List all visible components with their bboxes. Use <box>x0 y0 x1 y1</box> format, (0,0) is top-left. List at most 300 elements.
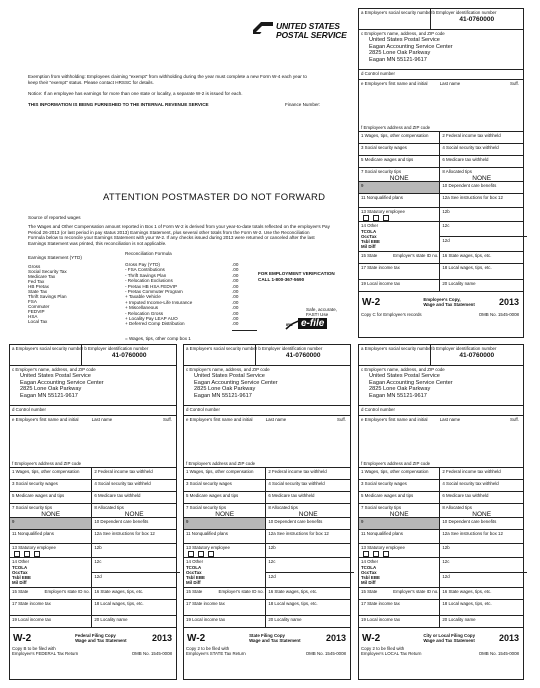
box-box6 <box>265 492 350 503</box>
suff-label: Suff. <box>337 417 346 422</box>
earnings-item: Commuter <box>28 304 50 309</box>
last-name-label: Last name <box>91 417 113 422</box>
box12d-label: 12d <box>440 236 527 244</box>
box-box18 <box>439 600 523 615</box>
box-box20 <box>91 616 176 627</box>
box-box12b <box>265 544 350 557</box>
box-box1 <box>184 468 265 479</box>
source-para-1: The Wages and Other Compensation amount reported in Box 1 of Form W-2 is derived from your year-to-date totals reflected on the employee's Pay <box>28 224 330 229</box>
usps-logo <box>252 20 352 42</box>
formula-item: - Thrift Savings Plan <box>125 272 167 278</box>
box-box13 <box>10 544 91 557</box>
box1-label: 1 Wages, tips, other compensation <box>186 469 254 474</box>
box14-label: 14 Other <box>186 559 204 564</box>
box3-label: 3 Social security wages <box>361 145 407 150</box>
box7-value: NONE <box>389 175 409 182</box>
amount-item: .00 <box>232 262 239 267</box>
form-row <box>10 587 176 599</box>
verification-line-1: FOR EMPLOYMENT VERIFICATION <box>258 271 335 276</box>
copy-footer-2: Employee's STATE Tax Return <box>186 651 246 656</box>
first-name-label: e Employee's first name and initial <box>186 417 253 422</box>
box-box12 <box>439 194 523 207</box>
box10-label: 10 Dependent care benefits <box>442 519 497 524</box>
box1-label: 1 Wages, tips, other compensation <box>361 133 429 138</box>
box-box5 <box>359 156 439 167</box>
box-box7 <box>10 504 91 517</box>
finance-number-label: Finance Number: <box>285 102 321 107</box>
first-name-label: e Employee's first name and initial <box>12 417 79 422</box>
box20-label: 20 Locality name <box>94 617 128 622</box>
box-box3 <box>359 144 439 155</box>
employer-line-4: Eagan MN 55121-9617 <box>369 392 427 399</box>
box11-label: 11 Nonqualified plans <box>12 531 54 536</box>
earnings-item: FSA <box>28 299 37 304</box>
form-row <box>184 627 350 681</box>
box-box3 <box>359 480 439 491</box>
employee-address-label: f Employee's address and ZIP code <box>361 125 431 130</box>
box-box8 <box>265 504 350 517</box>
suff-label: Suff. <box>163 417 172 422</box>
box-box13 <box>359 208 439 221</box>
box-box7 <box>184 504 265 517</box>
source-para-2: Period 26-2013 (or last period in pay status 2013) Earnings Statement, plus several other totals from the Form W-2. Use the Reconciliation <box>28 229 310 235</box>
box-box8 <box>91 504 176 517</box>
w2-title: W-2 <box>362 633 381 644</box>
employee-address-label: f Employee's address and ZIP code <box>361 461 431 466</box>
form-row <box>359 263 523 279</box>
form-row <box>10 557 176 587</box>
employee-address-label: f Employee's address and ZIP code <box>12 461 82 466</box>
form-row <box>184 479 350 491</box>
box12c-label: 12c <box>442 559 450 564</box>
box14-item: OccTax <box>186 570 202 575</box>
box14-item: TCOLA <box>186 565 202 570</box>
copy-subtitle: Wage and Tax Statement <box>249 638 301 643</box>
box-box15 <box>10 588 91 599</box>
box12c-label: 12c <box>94 559 102 564</box>
box12b-label: 12b <box>442 545 450 550</box>
state-id-label: Employer's state ID no. <box>44 589 90 594</box>
box8-value: NONE <box>298 511 318 518</box>
employee-copy <box>358 8 524 338</box>
box7-value: NONE <box>215 511 235 518</box>
earnings-item: Gross <box>28 264 41 269</box>
box14-item: OccTax <box>12 570 28 575</box>
box1-label: 1 Wages, tips, other compensation <box>361 469 429 474</box>
ein-label: b Employer identification number <box>432 10 497 15</box>
box-box12c <box>439 222 523 251</box>
form-row <box>10 529 176 543</box>
earnings-item: Local Tax <box>28 319 48 324</box>
ssn-label: a Employee's social security number <box>186 346 258 351</box>
earnings-statement-header: Earnings Statement (YTD) <box>28 255 82 260</box>
box13-label: 13 Statutory employee <box>12 545 56 550</box>
form-row <box>359 467 523 479</box>
box14-label: 14 Other <box>361 559 379 564</box>
form-row <box>359 543 523 557</box>
formula-item: Gross Pay (YTD) <box>125 262 160 267</box>
local-filing-copy <box>358 344 524 680</box>
copy-title: City or Local Filing Copy <box>423 633 476 638</box>
omb-number: OMB No. 1545-0008 <box>478 651 519 656</box>
box-box4 <box>265 480 350 491</box>
box18-label: 18 Local wages, tips, etc. <box>268 601 318 606</box>
omb-number: OMB No. 1545-0008 <box>478 312 519 317</box>
amount-item: .00 <box>232 294 239 300</box>
box18-label: 18 Local wages, tips, etc. <box>442 601 492 606</box>
box-box14 <box>10 558 91 587</box>
form-row <box>10 503 176 517</box>
box17-label: 17 State income tax <box>186 601 225 606</box>
box-box19 <box>359 280 439 291</box>
earnings-item: Thrift Savings Plan <box>28 294 67 299</box>
form-row <box>359 251 523 263</box>
box-box4 <box>439 480 523 491</box>
efile-irs: IRS <box>286 322 293 327</box>
box1-label: 1 Wages, tips, other compensation <box>12 469 80 474</box>
notice-text: Notice: If an employee has earnings for more than one state or locality, a separate W-2 is issued for each. <box>28 91 243 96</box>
box-box12c <box>265 558 350 587</box>
efile-text: e-file <box>298 318 327 329</box>
state-id-label: Employer's state ID no. <box>393 589 439 594</box>
box17-label: 17 State income tax <box>12 601 51 606</box>
tax-year: 2013 <box>325 633 346 643</box>
employer-line-2: Eagan Accounting Service Center <box>369 379 453 386</box>
copy-subtitle: Wage and Tax Statement <box>423 302 475 307</box>
employer-line-4: Eagan MN 55121-9617 <box>369 56 427 63</box>
form-row <box>359 587 523 599</box>
earnings-item: HSA <box>28 314 38 319</box>
form-row <box>359 599 523 615</box>
box-box1 <box>10 468 91 479</box>
form-row <box>10 543 176 557</box>
amount-item: .00 <box>232 316 239 322</box>
box-box18 <box>91 600 176 615</box>
form-row <box>359 627 523 681</box>
box-box5 <box>10 492 91 503</box>
box2-label: 2 Federal income tax withheld <box>268 469 327 474</box>
copy-title: Federal Filing Copy <box>75 633 116 638</box>
formula-item: - Relocation Exclusions <box>125 278 173 284</box>
box-box7 <box>359 504 439 517</box>
copy-subtitle: Wage and Tax Statement <box>75 638 127 643</box>
form-row <box>359 193 523 207</box>
box-box15 <box>184 588 265 599</box>
box3-label: 3 Social security wages <box>186 481 232 486</box>
source-para-3: Formula below to reconcile your Earnings Statement with your W-2. If any checks issued during 2013 were returned or canceled after the last <box>28 235 315 240</box>
box8-value: NONE <box>472 511 492 518</box>
box7-value: NONE <box>389 511 409 518</box>
box6-label: 6 Medicare tax withheld <box>94 493 141 498</box>
box8-value: NONE <box>472 175 492 182</box>
box-box14 <box>359 222 439 251</box>
formula-item: + Locality Pay LEAP AUO <box>125 316 178 322</box>
box7-label: 7 Social security tips <box>12 505 53 510</box>
box2-label: 2 Federal income tax withheld <box>94 469 153 474</box>
employer-line-4: Eagan MN 55121-9617 <box>194 392 252 399</box>
box11-label: 11 Nonqualified plans <box>361 195 403 200</box>
box-box12c <box>91 558 176 587</box>
box-box6 <box>91 492 176 503</box>
box13-label: 13 Statutory employee <box>361 209 405 214</box>
form-row <box>184 503 350 517</box>
box-box14 <box>184 558 265 587</box>
employer-label: c Employer's name, address, and ZIP code <box>12 367 96 372</box>
box13-label: 13 Statutory employee <box>361 545 405 550</box>
form-row <box>184 517 350 529</box>
box-box12c <box>439 558 523 587</box>
box4-label: 4 Social security tax withheld <box>442 481 499 486</box>
box-box17 <box>359 600 439 615</box>
box-box19 <box>184 616 265 627</box>
box7-label: 7 Social security tips <box>361 505 402 510</box>
box14-item: TCOLA <box>361 229 377 234</box>
employer-label: c Employer's name, address, and ZIP code <box>361 367 445 372</box>
form-row <box>10 599 176 615</box>
form-row <box>10 479 176 491</box>
form-row <box>359 143 523 155</box>
attention-heading: ATTENTION POSTMASTER DO NOT FORWARD <box>103 192 326 203</box>
state-id-label: Employer's state ID no. <box>393 253 439 258</box>
employer-line-1: United States Postal Service <box>20 373 91 379</box>
box-box15 <box>359 252 439 263</box>
employer-line-3: 2825 Lone Oak Parkway <box>369 386 431 393</box>
box-box18 <box>265 600 350 615</box>
box-box20 <box>439 280 523 291</box>
box5-label: 5 Medicare wages and tips <box>186 493 239 498</box>
box-box12 <box>91 530 176 543</box>
box-box16 <box>265 588 350 599</box>
form-row <box>359 291 523 339</box>
earnings-item: Fed Tax <box>28 279 45 284</box>
box-box16 <box>439 588 523 599</box>
box-box9 <box>359 182 439 193</box>
control-label: d Control number <box>361 71 395 76</box>
box-box12b <box>91 544 176 557</box>
box10-label: 10 Dependent care benefits <box>268 519 323 524</box>
box8-value: NONE <box>124 511 144 518</box>
tax-year: 2013 <box>498 633 519 643</box>
wages-line: = Wages, tips, other comp box 1 <box>125 336 191 341</box>
box12c-label: 12c <box>442 223 450 228</box>
box-box14 <box>359 558 439 587</box>
form-row <box>359 207 523 221</box>
box10-label: 10 Dependent care benefits <box>442 183 497 188</box>
earnings-item: Medicare Tax <box>28 274 56 279</box>
ein-label: b Employer identification number <box>258 346 323 351</box>
box-box10 <box>439 518 523 529</box>
ssn-label: a Employee's social security number <box>12 346 84 351</box>
box4-label: 4 Social security tax withheld <box>268 481 325 486</box>
employer-line-3: 2825 Lone Oak Parkway <box>369 50 431 57</box>
box2-label: 2 Federal income tax withheld <box>442 133 501 138</box>
form-row <box>184 491 350 503</box>
eagle-icon <box>252 20 274 38</box>
irs-notice: THIS INFORMATION IS BEING FURNISHED TO THE INTERNAL REVENUE SERVICE <box>28 102 209 107</box>
amount-item: .00 <box>232 267 239 273</box>
form-row <box>10 615 176 627</box>
employer-line-1: United States Postal Service <box>369 373 440 379</box>
brand-line-2: POSTAL SERVICE <box>276 30 347 40</box>
box12-label: 12a See instructions for box 12 <box>268 531 329 536</box>
box8-label: 8 Allocated tips <box>94 505 124 510</box>
brand-line-1: UNITED STATES <box>276 21 340 31</box>
form-row <box>359 557 523 587</box>
box-box3 <box>184 480 265 491</box>
box-box1 <box>359 468 439 479</box>
box-box4 <box>91 480 176 491</box>
box-box20 <box>265 616 350 627</box>
box9-label: 9 <box>361 519 364 524</box>
box-box7 <box>359 168 439 181</box>
box-box3 <box>10 480 91 491</box>
box14-label: 14 Other <box>12 559 30 564</box>
reconciliation-formula-header: Reconciliation Formula <box>125 251 172 256</box>
control-label: d Control number <box>361 407 395 412</box>
box4-label: 4 Social security tax withheld <box>94 481 151 486</box>
w2-title: W-2 <box>187 633 206 644</box>
formula-amounts <box>232 262 252 327</box>
box14-item: Tsbl EBE <box>12 575 31 580</box>
box-box11 <box>10 530 91 543</box>
amount-item: .00 <box>232 305 239 311</box>
box19-label: 19 Local income tax <box>361 617 401 622</box>
formula-item: - Relocation Gross <box>125 310 164 316</box>
form-row <box>184 615 350 627</box>
box9-label: 9 <box>186 519 189 524</box>
form-row <box>359 221 523 251</box>
box-box5 <box>184 492 265 503</box>
amount-item: .00 <box>232 310 239 316</box>
source-title: Source of reported wages <box>28 215 81 220</box>
box20-label: 20 Locality name <box>442 281 476 286</box>
formula-item: - Pretax HB HSA FEDVIP <box>125 283 178 289</box>
box9-label: 9 <box>12 519 15 524</box>
ein-value: 41-0760000 <box>459 352 495 359</box>
employer-line-2: Eagan Accounting Service Center <box>194 379 278 386</box>
w2-title: W-2 <box>362 297 381 308</box>
form-row <box>184 599 350 615</box>
w2-form-top <box>358 8 524 338</box>
box-box11 <box>359 194 439 207</box>
employer-line-2: Eagan Accounting Service Center <box>369 43 453 50</box>
form-row <box>184 467 350 479</box>
box16-label: 16 State wages, tips, etc. <box>268 589 318 594</box>
omb-number: OMB No. 1545-0008 <box>131 651 172 656</box>
box13-label: 13 Statutory employee <box>186 545 230 550</box>
box14-item: Mil Diff <box>361 580 376 585</box>
box-box2 <box>439 132 523 143</box>
w2-form-left <box>9 344 177 680</box>
ein-value: 41-0760000 <box>459 16 495 23</box>
last-name-label: Last name <box>265 417 287 422</box>
w2-title: W-2 <box>13 633 32 644</box>
source-para-4: Earnings Statement was printed, this reconciliation is not applicable. <box>28 240 167 246</box>
tax-year: 2013 <box>151 633 172 643</box>
form-row <box>359 517 523 529</box>
formula-item: + Deferred Comp Distribution <box>125 321 185 327</box>
box14-item: OccTax <box>361 570 377 575</box>
federal-filing-copy <box>9 344 177 680</box>
amount-item: .00 <box>232 289 239 295</box>
earnings-item: HB Pretax <box>28 284 49 289</box>
box-box8 <box>439 504 523 517</box>
employer-label: c Employer's name, address, and ZIP code <box>361 31 445 36</box>
earnings-items <box>28 264 98 324</box>
box16-label: 16 State wages, tips, etc. <box>442 253 492 258</box>
form-row <box>10 467 176 479</box>
control-label: d Control number <box>12 407 46 412</box>
ein-value: 41-0760000 <box>285 352 321 359</box>
box14-item: Tsbl EBE <box>186 575 205 580</box>
state-filing-copy <box>183 344 351 680</box>
box14-item: Mil Diff <box>12 580 27 585</box>
box-box4 <box>439 144 523 155</box>
verification-line-2: CALL 1-800-367-5690 <box>258 277 305 282</box>
box14-item: Tsbl EBE <box>361 239 380 244</box>
box12b-label: 12b <box>94 545 102 550</box>
first-name-label: e Employee's first name and initial <box>361 81 428 86</box>
ein-value: 41-0760000 <box>111 352 147 359</box>
formula-item: - FSA Contributions <box>125 267 165 273</box>
box6-label: 6 Medicare tax withheld <box>268 493 315 498</box>
form-row <box>359 615 523 627</box>
formula-items <box>125 262 235 327</box>
last-name-label: Last name <box>439 81 461 86</box>
formula-item: - Pretax Commuter Program <box>125 289 183 295</box>
box-box1 <box>359 132 439 143</box>
form-row <box>184 543 350 557</box>
box12b-label: 12b <box>268 545 276 550</box>
amount-item: .00 <box>232 272 239 278</box>
box19-label: 19 Local income tax <box>12 617 52 622</box>
form-row <box>184 529 350 543</box>
box-box15 <box>359 588 439 599</box>
amount-item: .00 <box>232 321 239 327</box>
box-box12b <box>439 544 523 557</box>
ssn-label: a Employee's social security number <box>361 10 432 15</box>
box-box17 <box>184 600 265 615</box>
box16-label: 16 State wages, tips, etc. <box>94 589 144 594</box>
omb-number: OMB No. 1545-0008 <box>305 651 346 656</box>
last-name-label: Last name <box>439 417 461 422</box>
w2-form-middle <box>183 344 351 680</box>
box7-value: NONE <box>41 511 61 518</box>
box-box10 <box>265 518 350 529</box>
form-row <box>359 279 523 291</box>
box-box17 <box>359 264 439 279</box>
form-row <box>10 627 176 681</box>
box14-item: TCOLA <box>361 565 377 570</box>
amount-item: .00 <box>232 299 239 305</box>
earnings-item: State Tax <box>28 289 48 294</box>
formula-item: + Miscellaneous <box>125 305 159 311</box>
box15-label: 15 State <box>186 589 203 594</box>
employer-line-3: 2825 Lone Oak Parkway <box>20 386 82 393</box>
box17-label: 17 State income tax <box>361 265 400 270</box>
box2-label: 2 Federal income tax withheld <box>442 469 501 474</box>
form-row <box>359 131 523 143</box>
amount-item: .00 <box>232 283 239 289</box>
copy-footer-1: Copy B to be filed with <box>12 646 56 651</box>
form-row <box>359 529 523 543</box>
control-label: d Control number <box>186 407 220 412</box>
box11-label: 11 Nonqualified plans <box>361 531 403 536</box>
box-box9 <box>10 518 91 529</box>
form-row <box>184 557 350 587</box>
ein-label: b Employer identification number <box>84 346 149 351</box>
form-row <box>184 587 350 599</box>
